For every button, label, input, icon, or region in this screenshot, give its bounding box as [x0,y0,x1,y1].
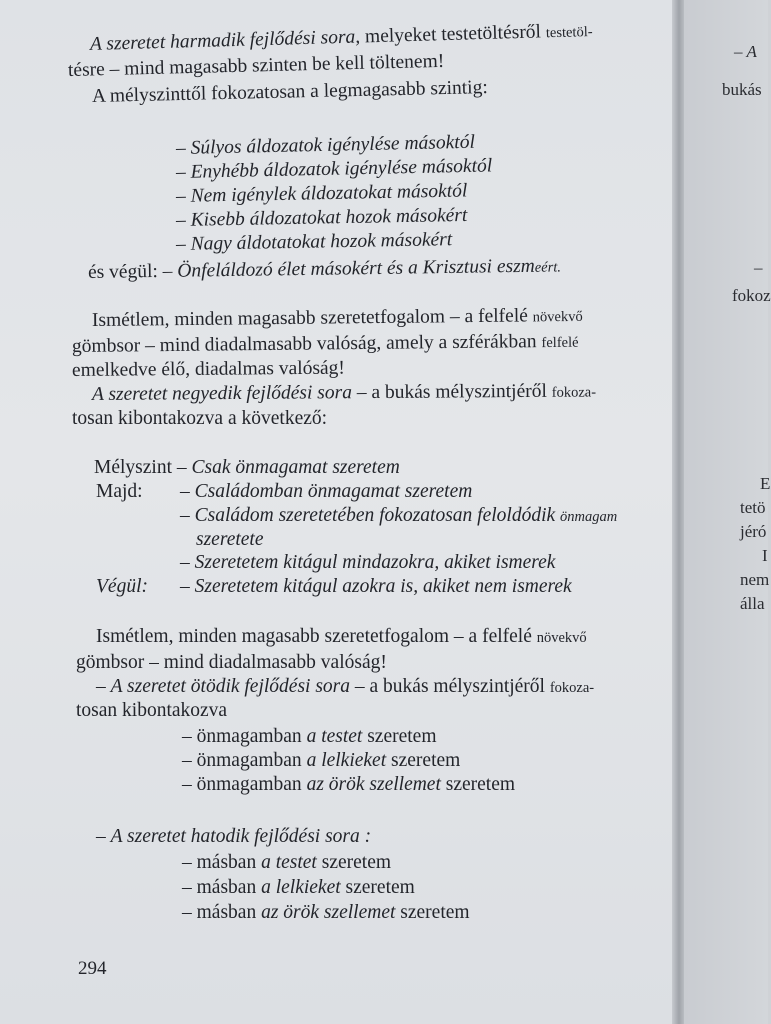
p5-italic: A szeretet ötödik fejlődési sora [110,676,351,697]
p5-line2: tosan kibontakozva [76,700,228,721]
p3-text: – a bukás mélyszintjéről [351,380,552,404]
right-fragment: E [760,474,771,493]
p3-small: fokoza- [551,384,597,401]
list1-item: – Kisebb áldozatokat hozok másokért [175,204,468,231]
list2-row-label: Majd: [96,481,143,502]
list4-post: szeretem [395,902,470,923]
p4-line1 [96,626,587,649]
right-fragment: – [754,258,763,277]
p2-line1 [92,305,583,333]
list3-item [182,750,460,772]
right-fragment: jéró [740,522,767,541]
list2-row-label: Végül: [96,576,148,597]
list3-item [182,774,515,796]
p5-small: fokoza- [549,680,595,696]
list3-post: szeretem [386,750,461,771]
p2-line3: emelkedve élő, diadalmas valóság! [71,357,345,381]
p5-text: – a bukás mélyszintjéről [350,676,550,697]
p1-small: testetöl- [545,23,593,42]
list2-text: – Családom szeretetében fokozatosan feloldódik [180,505,561,526]
right-fragment: álla [740,594,765,613]
list4-item [182,902,470,924]
list3-italic: a lelkieket [306,750,387,771]
right-fragment: fokoz [732,286,771,305]
p5-line1 [96,676,594,699]
right-fragment: – A [734,42,757,61]
p1-line3: A mélyszinttől fokozatosan a legmagasabb szintig: [91,77,488,107]
list2-label: Mélyszint – [94,457,187,478]
list3-pre: – önmagamban [182,774,307,795]
p1-italic: A szeretet harmadik fejlődési sora, [89,26,361,55]
right-fragment: nem [740,570,770,589]
p2-text: gömbsor – mind diadalmasabb valóság, amely a szférákban [71,331,542,357]
list1-item: – Enyhébb áldozatok igénylése másoktól [175,155,493,183]
final-label: és végül: [87,261,158,283]
p4-text: Ismétlem, minden magasabb szeretetfogalom – a felfelé [96,626,537,647]
p2-text: Ismétlem, minden magasabb szeretetfogalom – a felfelé [91,305,533,331]
p2-small: felfelé [541,334,579,352]
list3-italic: az örök szellemet [306,774,441,795]
list2-row [94,457,400,479]
p1-text: melyeket testetöltésről [359,21,547,48]
p6-line1 [96,826,371,848]
list3-italic: a testet [306,726,363,747]
list4-item [182,852,391,874]
p6-italic: A szeretet hatodik fejlődési sora : [110,826,372,847]
right-page [684,0,771,1024]
list2-row-cont: szeretete [196,529,264,550]
list4-italic: a testet [261,852,317,873]
list3-post: szeretem [362,726,437,747]
list4-pre: – másban [182,852,262,873]
p5-dash: – [96,676,111,697]
p2-small: növekvő [532,308,583,326]
list3-pre: – önmagamban [182,750,307,771]
right-fragment: I [762,546,768,565]
list4-italic: a lelkieket [261,877,341,898]
right-fragment: tetö [740,498,766,517]
list2-row: – Szeretetem kitágul azokra is, akiket nem ismerek [180,576,572,597]
p4-line2: gömbsor – mind diadalmasabb valóság! [76,652,387,673]
list4-pre: – másban [182,877,262,898]
list2-row: – Szeretetem kitágul mindazokra, akiket ismerek [180,552,556,573]
list4-italic: az örök szellemet [261,902,396,923]
p3-italic: A szeretet negyedik fejlődési sora [91,382,352,405]
list1-item: – Súlyos áldozatok igénylése másoktól [175,131,476,159]
p2-line2 [72,331,579,359]
p4-small: növekvő [536,630,587,646]
page-number: 294 [78,958,107,979]
final-text: – Önfeláldozó élet másokért és a Krisztusi eszm [162,255,535,282]
list4-post: szeretem [316,852,392,873]
list1-item: – Nagy áldotatokat hozok másokért [175,229,453,255]
list4-post: szeretem [340,877,415,898]
list3-post: szeretem [440,774,516,795]
list2-row: – Családomban önmagamat szeretem [180,481,473,502]
list1-item: – Nem igénylek áldozatokat másoktól [175,180,468,207]
p3-line1 [92,380,596,407]
final-small: eért. [534,259,562,276]
list2-text: Csak önmagamat szeretem [191,457,400,478]
right-fragment: bukás [722,80,762,99]
p3-line2: tosan kibontakozva a következő: [72,408,328,429]
p6-dash: – [96,826,111,847]
p1-line2: tésre – mind magasabb szinten be kell töltenem! [67,50,445,81]
list2-small: önmagam [560,509,618,525]
list3-item [182,726,437,748]
list3-pre: – önmagamban [182,726,307,747]
list1-final [88,255,561,285]
list4-pre: – másban [182,902,262,923]
list2-row [180,505,617,528]
p1-line1 [90,20,593,57]
list4-item [182,877,415,899]
